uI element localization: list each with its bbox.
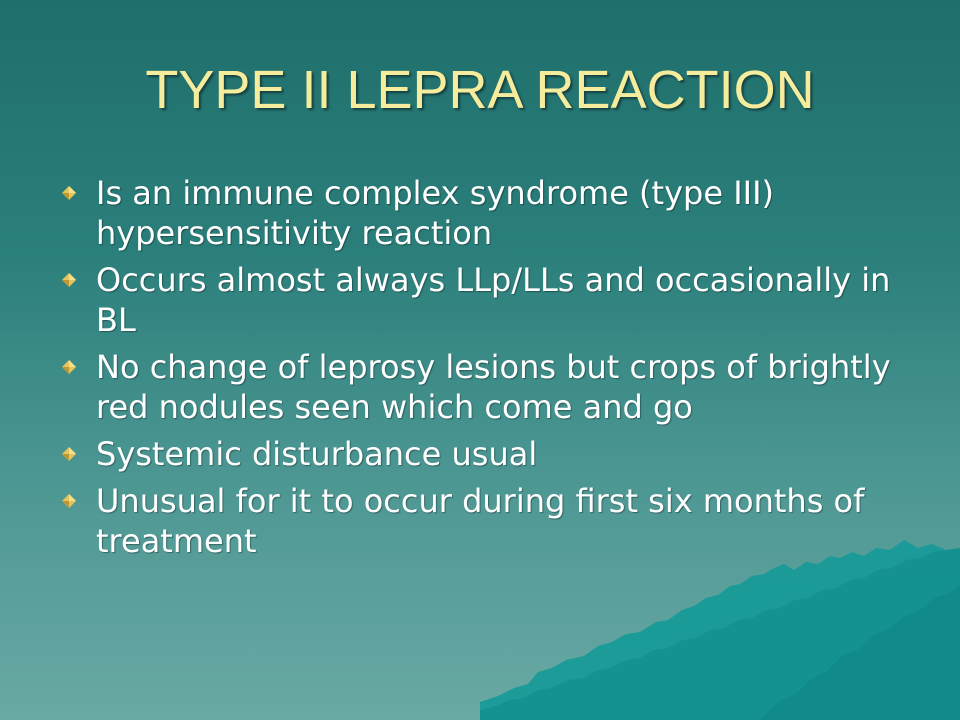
bullet-item [62, 260, 912, 340]
diamond-bullet-icon [62, 186, 76, 200]
diamond-bullet-icon [62, 360, 76, 374]
bullet-item [62, 434, 912, 474]
mountain-decoration [480, 540, 960, 720]
bullet-text: Systemic disturbance usual [96, 435, 538, 473]
diamond-bullet-icon [62, 273, 76, 287]
slide-title: TYPE II LEPRA REACTION [145, 60, 815, 120]
bullet-text: Occurs almost always LLp/LLs and occasionally in BL [96, 261, 891, 339]
bullet-list [62, 173, 912, 568]
bullet-item [62, 347, 912, 427]
diamond-bullet-icon [62, 447, 76, 461]
bullet-text: No change of leprosy lesions but crops of brightly red nodules seen which come and go [96, 348, 891, 426]
bullet-text: Unusual for it to occur during first six months of treatment [96, 482, 865, 560]
bullet-item [62, 173, 912, 253]
bullet-text: Is an immune complex syndrome (type III) hypersensitivity reaction [96, 174, 774, 252]
diamond-bullet-icon [62, 494, 76, 508]
